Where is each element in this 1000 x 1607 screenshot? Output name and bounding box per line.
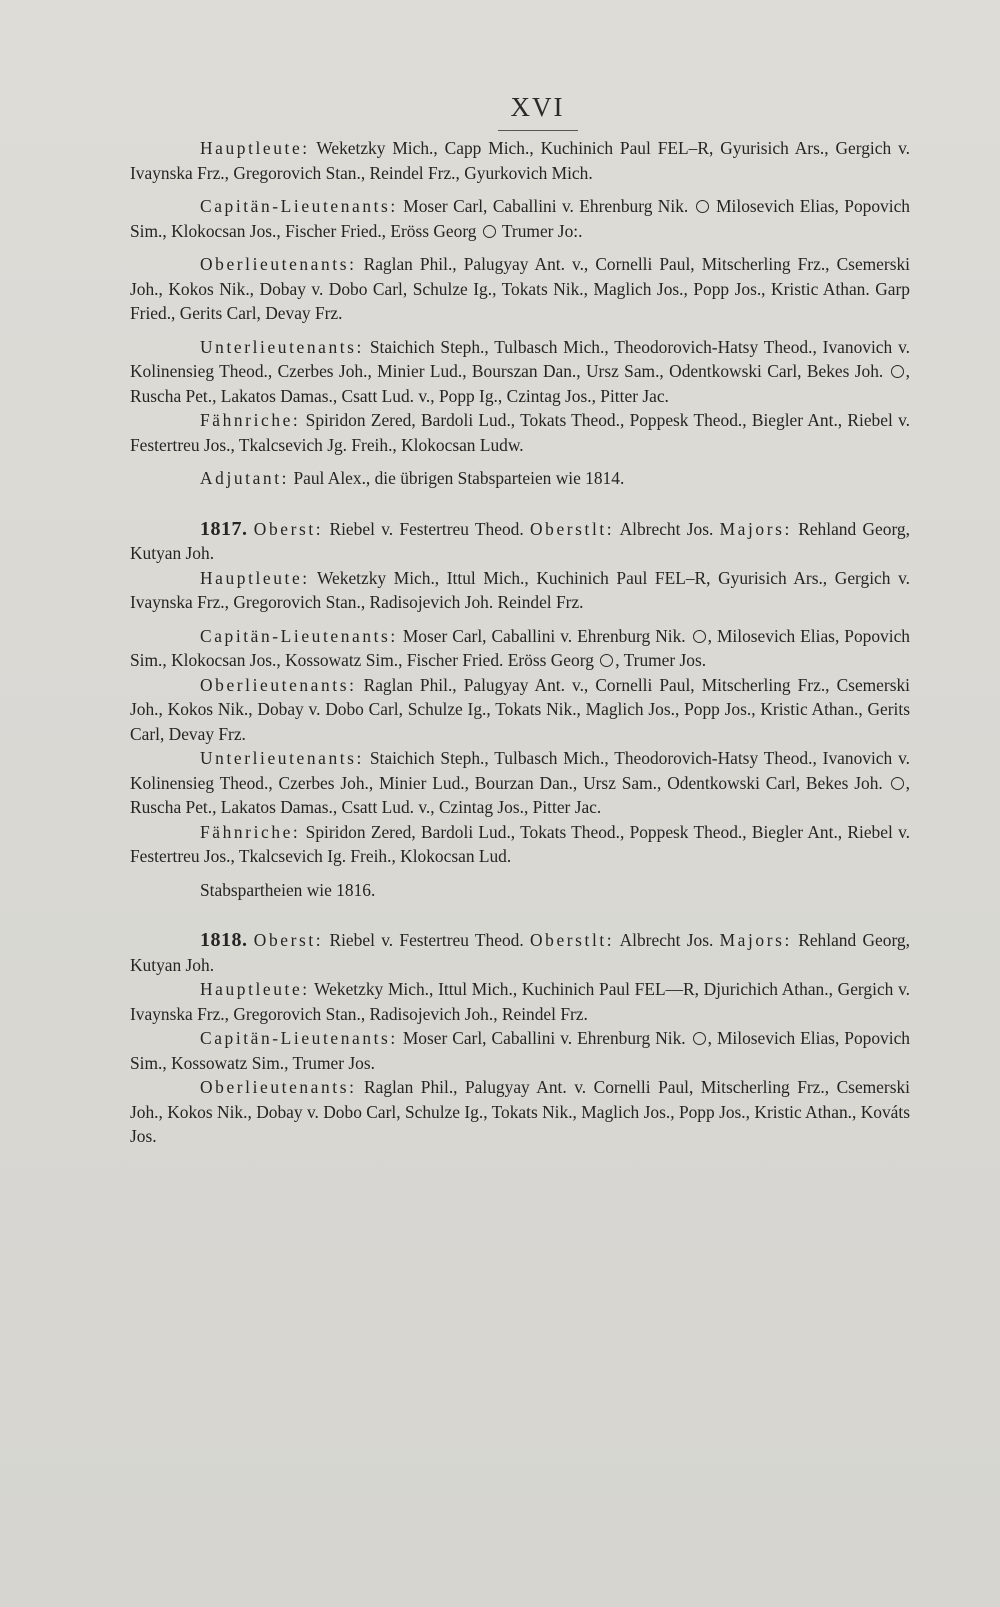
roster-text: Raglan Phil., Palugyay Ant. v., Cornelli Paul, Mitscherling Frz., Csemerski Joh., Kokos Nik., Dobay v. Dobo Carl, Schulze Ig., Tokats Nik., Maglich Jos., Popp Jos., Kristic Athan., Gerits Carl, Devay Frz. [130, 674, 910, 744]
paragraph-hauptleute [130, 136, 910, 185]
year-label: 1817. [200, 517, 248, 540]
rank-label: Unterlieutenants: [200, 748, 364, 768]
rank-label: Oberst: [253, 518, 324, 539]
rank-label: Oberlieutenants: [200, 254, 357, 274]
rank-label: Unterlieutenants: [200, 336, 364, 357]
roster-text: Stabspartheien wie 1816. [200, 879, 376, 900]
roster-text: Raglan Phil., Palugyay Ant. v., Cornelli Paul, Mitscherling Frz., Csemerski Joh., Kokos Nik., Dobay v. Dobo Carl, Schulze Ig., Tokats Nik., Maglich Jos., Popp Jos., Kristic Athan. Garp Fried., Gerits Carl, Devay Frz. [130, 254, 910, 323]
roster-text: Staichich Steph., Tulbasch Mich., Theodorovich-Hatsy Theod., Ivanovich v. Kolinensieg Theod., Czerbes Joh., Minier Lud., Bourzan Dan., Ursz Sam., Odentkowski Carl, Bekes Joh. [130, 748, 910, 793]
roster-text: Albrecht Jos. [619, 930, 714, 950]
roster-text: Staichich Steph., Tulbasch Mich., Theodorovich-Hatsy Theod., Ivanovich v. Kolinensieg Theod., Czerbes Joh., Minier Lud., Bourszan Dan., Ursz Sam., Odentkowski Carl, Bekes Joh. [130, 336, 910, 381]
page-number: XVI [510, 92, 565, 122]
roster-text: Rehland Georg, Kutyan Joh. [130, 518, 910, 563]
paragraph-adjutant [130, 466, 910, 491]
paragraph-unterlieutenants [130, 746, 910, 820]
roster-text: Raglan Phil., Palugyay Ant. v. Cornelli Paul, Mitscherling Frz., Csemerski Joh., Kokos Nik., Dobay v. Dobo Carl, Schulze Ig., Tokats Nik., Maglich Jos., Popp Jos., Kristic Athan., Kováts Jos. [130, 1077, 910, 1146]
roster-text: , Ruscha Pet., Lakatos Damas., Csatt Lud. v., Popp Ig., Czintag Jos., Pitter Jac. [130, 361, 910, 406]
roster-text: Milosevich Elias, Popovich Sim., Klokocsan Jos., Fischer Fried., Eröss Georg [130, 196, 910, 241]
roster-text: Weketzky Mich., Ittul Mich., Kuchinich Paul FEL—R, Djurichich Athan., Gergich v. Ivaynska Frz., Gregorovich Stan., Radisojevich Joh., Reindel Frz. [130, 979, 910, 1024]
paragraph-stabspartheien [130, 878, 910, 903]
roster-text: Riebel v. Festertreu Theod. [329, 518, 524, 539]
year-label: 1818. [200, 929, 248, 951]
year-1817-header [130, 517, 910, 566]
rank-label: Capitän-Lieutenants: [200, 625, 398, 646]
roster-text: , Milosevich Elias, Popovich Sim., Kossowatz Sim., Trumer Jos. [130, 1028, 910, 1073]
rank-label: Fähnriche: [200, 821, 301, 842]
paragraph-capitan-lieutenants [130, 194, 910, 243]
rank-label: Hauptleute: [200, 567, 310, 588]
rank-label: Majors: [719, 518, 792, 539]
rank-label: Oberlieutenants: [200, 674, 357, 695]
roster-text: Paul Alex., die übrigen Stabsparteien wie 1814. [293, 468, 625, 488]
circle-mark-icon [891, 777, 904, 790]
paragraph-oberlieutenants [130, 252, 910, 326]
rank-label: Oberlieutenants: [200, 1077, 357, 1097]
roster-text: Weketzky Mich., Ittul Mich., Kuchinich Paul FEL–R, Gyurisich Ars., Gergich v. Ivaynska Frz., Gregorovich Stan., Radisojevich Joh. Reindel Frz. [130, 567, 910, 612]
rank-label: Capitän-Lieutenants: [200, 1028, 398, 1048]
roster-text: Moser Carl, Caballini v. Ehrenburg Nik. [402, 625, 686, 646]
paragraph-oberlieutenants [130, 673, 910, 747]
page-body [130, 136, 910, 1149]
paragraph-unterlieutenants [130, 335, 910, 409]
rank-label: Fähnriche: [200, 410, 301, 430]
rank-label: Capitän-Lieutenants: [200, 196, 398, 216]
paragraph-capitan-lieutenants [130, 1026, 910, 1075]
roster-text: Weketzky Mich., Capp Mich., Kuchinich Paul FEL–R, Gyurisich Ars., Gergich v. Ivaynska Frz., Gregorovich Stan., Reindel Frz., Gyurkovich Mich. [130, 138, 910, 183]
rank-label: Majors: [719, 930, 792, 950]
circle-mark-icon [693, 630, 706, 643]
roster-text: Moser Carl, Caballini v. Ehrenburg Nik. [402, 1028, 686, 1048]
roster-text: Moser Carl, Caballini v. Ehrenburg Nik. [403, 196, 689, 216]
roster-text: Spiridon Zered, Bardoli Lud., Tokats Theod., Poppesk Theod., Biegler Ant., Riebel v. Festertreu Jos., Tkalcsevich Ig. Freih., Klokocsan Lud. [130, 821, 910, 866]
circle-mark-icon [600, 654, 613, 667]
rank-label: Hauptleute: [200, 138, 310, 158]
circle-mark-icon [693, 1032, 706, 1045]
roster-text: Spiridon Zered, Bardoli Lud., Tokats Theod., Poppesk Theod., Biegler Ant., Riebel v. Festertreu Jos., Tkalcsevich Jg. Freih., Klokocsan Ludw. [130, 410, 910, 455]
roster-text: , Ruscha Pet., Lakatos Damas., Csatt Lud. v., Czintag Jos., Pitter Jac. [130, 772, 910, 817]
roster-text: , Trumer Jos. [615, 650, 707, 670]
year-1818-header [130, 928, 910, 977]
rank-label: Hauptleute: [200, 979, 310, 999]
paragraph-hauptleute [130, 977, 910, 1026]
rank-label: Oberstlt: [529, 930, 615, 950]
rank-label: Oberstlt: [529, 518, 615, 539]
paragraph-fahnriche [130, 408, 910, 457]
circle-mark-icon [696, 200, 709, 213]
paragraph-oberlieutenants [130, 1075, 910, 1149]
paragraph-capitan-lieutenants [130, 624, 910, 673]
circle-mark-icon [483, 225, 496, 238]
roster-text: , Milosevich Elias, Popovich Sim., Klokocsan Jos., Kossowatz Sim., Fischer Fried. Eröss Georg [130, 625, 910, 670]
rank-label: Oberst: [253, 930, 324, 950]
rank-label: Adjutant: [200, 468, 290, 488]
roster-text: Riebel v. Festertreu Theod. [329, 930, 524, 950]
header-rule [498, 130, 578, 131]
roster-text: Albrecht Jos. [619, 518, 714, 539]
roster-text: Trumer Jo:. [501, 220, 583, 241]
circle-mark-icon [891, 365, 904, 378]
roster-text: Rehland Georg, Kutyan Joh. [130, 930, 910, 975]
paragraph-hauptleute [130, 566, 910, 615]
paragraph-fahnriche [130, 820, 910, 869]
